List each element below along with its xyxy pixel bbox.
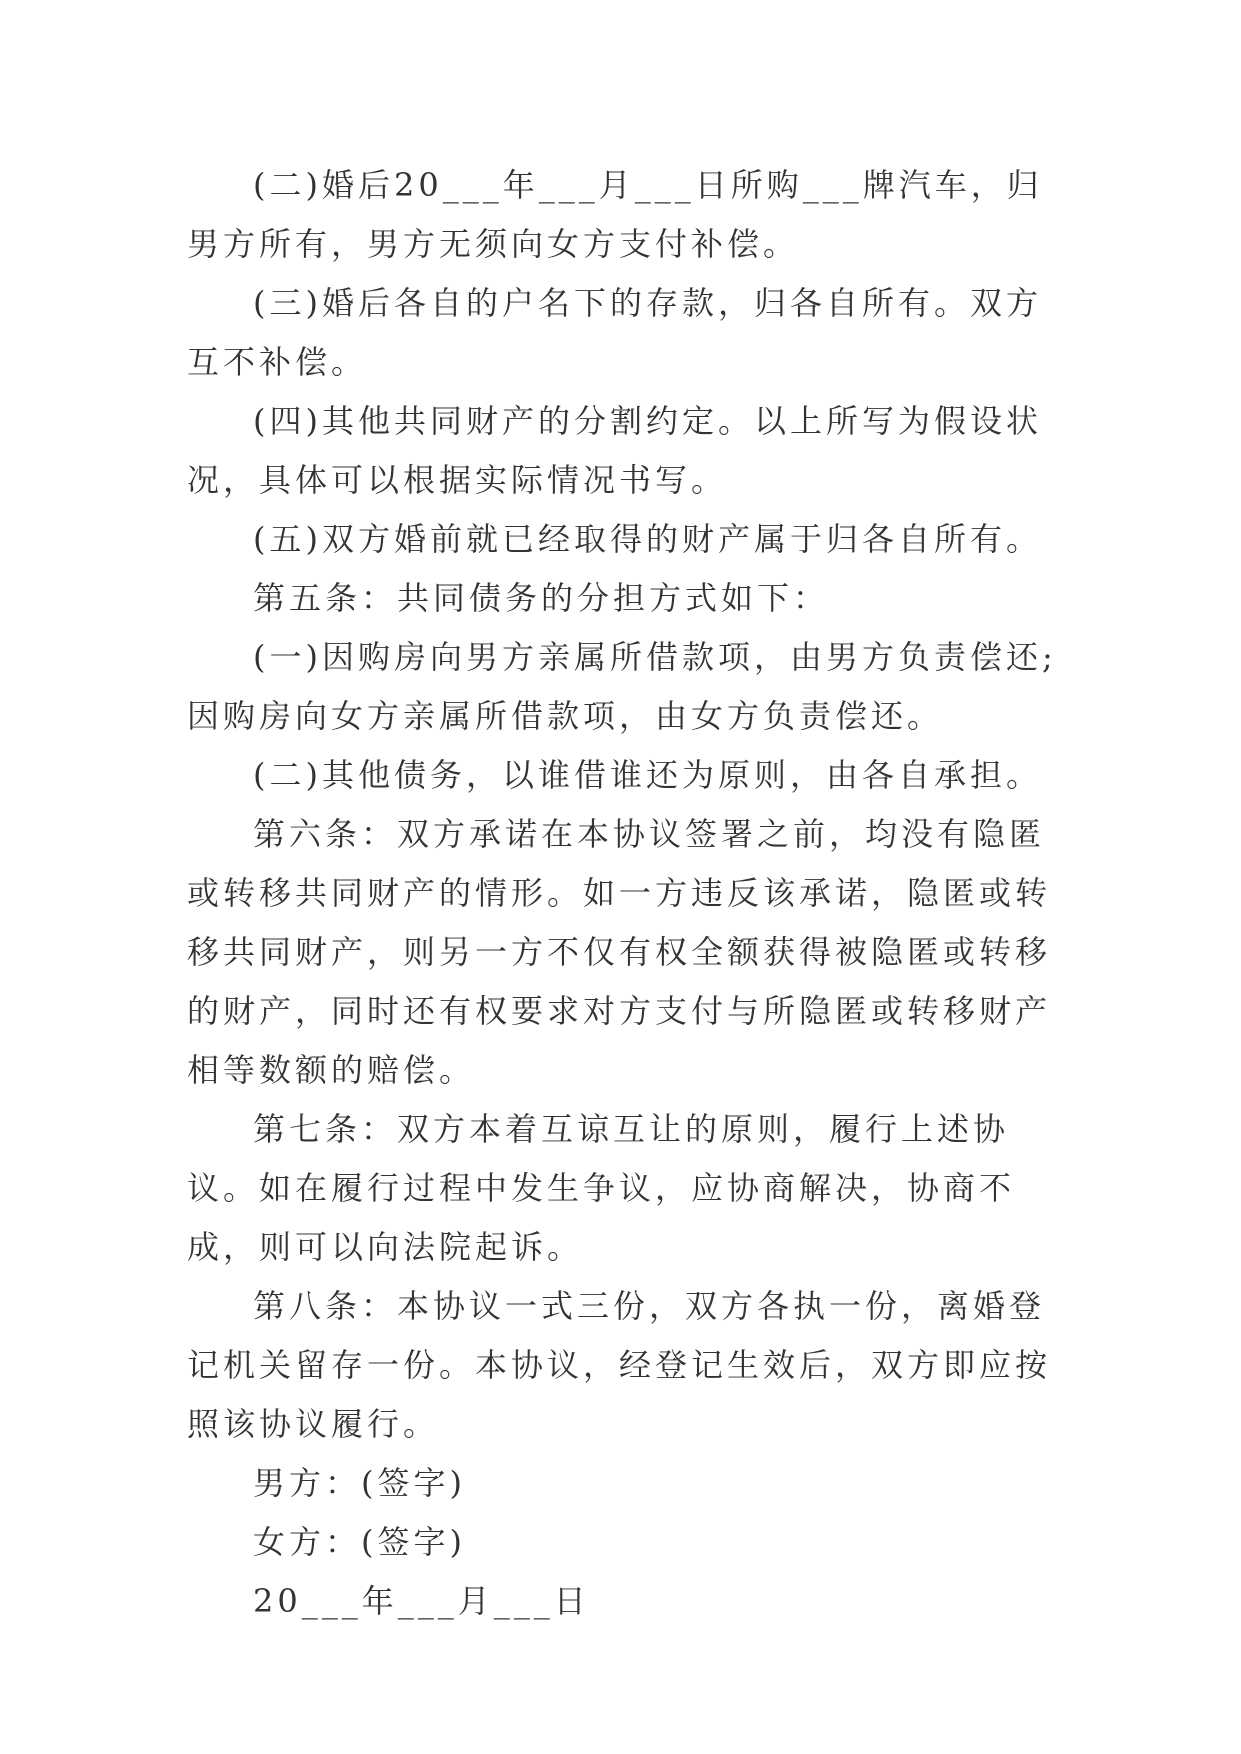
article-8: 第八条：本协议一式三份，双方各执一份，离婚登记机关留存一份。本协议，经登记生效后，双方即应按照该协议履行。 (187, 1287, 1052, 1443)
document-body (187, 156, 1059, 1631)
clause-item-2-car: (二)婚后20___年___月___日所购___牌汽车，归男方所有，男方无须向女方支付补偿。 (187, 166, 1043, 263)
article-6: 第六条：双方承诺在本协议签署之前，均没有隐匿或转移共同财产的情形。如一方违反该承诺，隐匿或转移共同财产，则另一方不仅有权全额获得被隐匿或转移的财产，同时还有权要求对方支付与所隐匿或转移财产相等数额的赔偿。 (187, 815, 1052, 1089)
debt-item-2: (二)其他债务，以谁借谁还为原则，由各自承担。 (253, 756, 1042, 794)
debt-item-1: (一)因购房向男方亲属所借款项，由男方负责偿还;因购房向女方亲属所借款项，由女方负责偿还。 (187, 638, 1057, 735)
clause-item-3-deposits: (三)婚后各自的户名下的存款，归各自所有。双方互不补偿。 (187, 284, 1042, 381)
signature-date: 20___年___月___日 (253, 1582, 590, 1620)
article-7: 第七条：双方本着互谅互让的原则，履行上述协议。如在履行过程中发生争议，应协商解决，协商不成，则可以向法院起诉。 (187, 1110, 1016, 1266)
signature-male: 男方：(签字) (253, 1464, 466, 1502)
clause-item-5-premarital-property: (五)双方婚前就已经取得的财产属于归各自所有。 (253, 520, 1042, 558)
clause-item-4-other-property: (四)其他共同财产的分割约定。以上所写为假设状况，具体可以根据实际情况书写。 (187, 402, 1042, 499)
signature-female: 女方：(签字) (253, 1523, 466, 1561)
article-5-heading: 第五条：共同债务的分担方式如下： (253, 579, 830, 617)
